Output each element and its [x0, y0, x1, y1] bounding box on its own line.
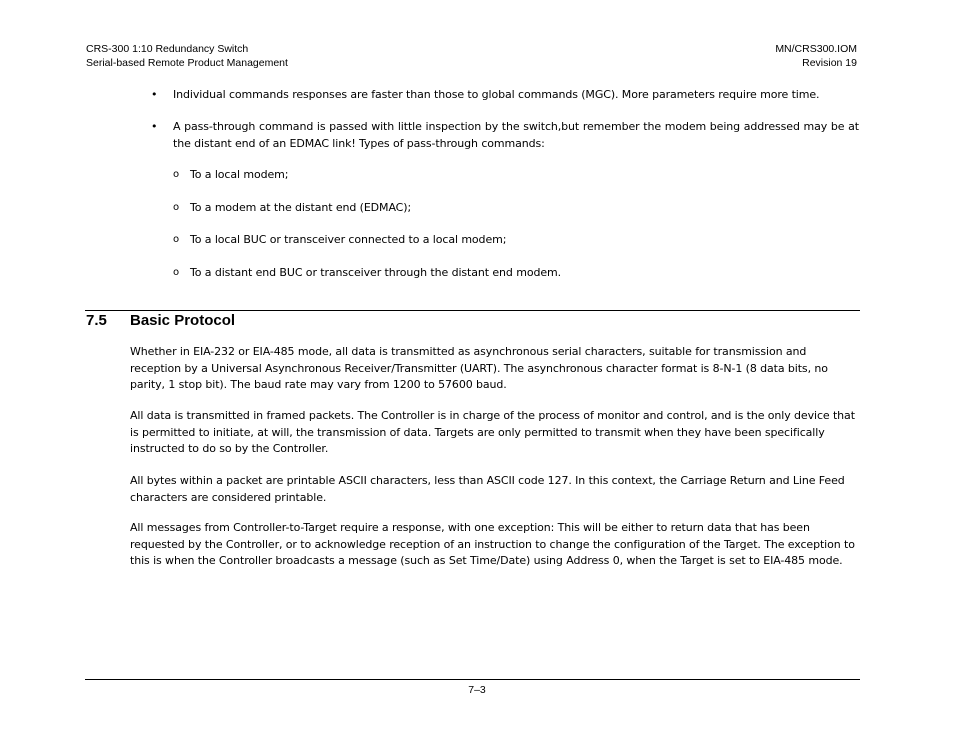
sub-bullet-marker: o [173, 267, 180, 278]
document-title: CRS-300 1:10 Redundancy Switch [86, 43, 249, 55]
section-divider [85, 310, 860, 311]
sub-bullet-marker: o [173, 202, 180, 213]
paragraph: All data is transmitted in framed packets. The Controller is in charge of the process of monitor and control, and is the only device that is permitted to initiate, at will, the transmission of data. Targets are only permitted to transmit when they have been specifically instructed to do so by the Controller. [130, 409, 855, 455]
section-title: Basic Protocol [130, 312, 236, 329]
sub-bullet-item: To a local modem; [190, 168, 289, 181]
sub-bullet-marker: o [173, 234, 180, 245]
sub-bullet-item: To a local BUC or transceiver connected to a local modem; [190, 233, 507, 246]
sub-bullet-item: To a modem at the distant end (EDMAC); [190, 201, 412, 214]
page-number: 7–3 [468, 684, 486, 696]
sub-bullet-marker: o [173, 169, 180, 180]
document-id: MN/CRS300.IOM [775, 43, 857, 55]
section-number: 7.5 [86, 312, 107, 329]
paragraph: Whether in EIA-232 or EIA-485 mode, all data is transmitted as asynchronous serial characters, suitable for transmission and reception by a Universal Asynchronous Receiver/Transmitter (UART). The asynchronous character format is 8-N-1 (8 data bits, no parity, 1 stop bit). The baud rate may vary from 1200 to 57600 baud. [130, 345, 828, 391]
paragraph: All bytes within a packet are printable ASCII characters, less than ASCII code 127. In this context, the Carriage Return and Line Feed characters are considered printable. [130, 474, 845, 504]
paragraph: All messages from Controller-to-Target require a response, with one exception: This will be either to return data that has been requested by the Controller, or to acknowledge reception of an instruction to change the configuration of the Target. The exception to this is when the Controller broadcasts a message (such as Set Time/Date) using Address 0, when the Target is set to EIA-485 mode. [130, 521, 855, 567]
bullet-item: A pass-through command is passed with little inspection by the switch,but remember the modem being addressed may be at the distant end of an EDMAC link! Types of pass-through commands: [173, 120, 859, 150]
bullet-item: Individual commands responses are faster than those to global commands (MGC). More parameters require more time. [173, 88, 820, 101]
page-header-left [86, 43, 288, 70]
page-header-right [775, 43, 857, 70]
footer-divider [85, 679, 860, 680]
bullet-marker: • [151, 88, 158, 101]
document-subtitle: Serial-based Remote Product Management [86, 56, 288, 69]
document-revision: Revision 19 [802, 56, 857, 69]
bullet-marker: • [151, 120, 158, 133]
sub-bullet-item: To a distant end BUC or transceiver through the distant end modem. [190, 266, 562, 279]
